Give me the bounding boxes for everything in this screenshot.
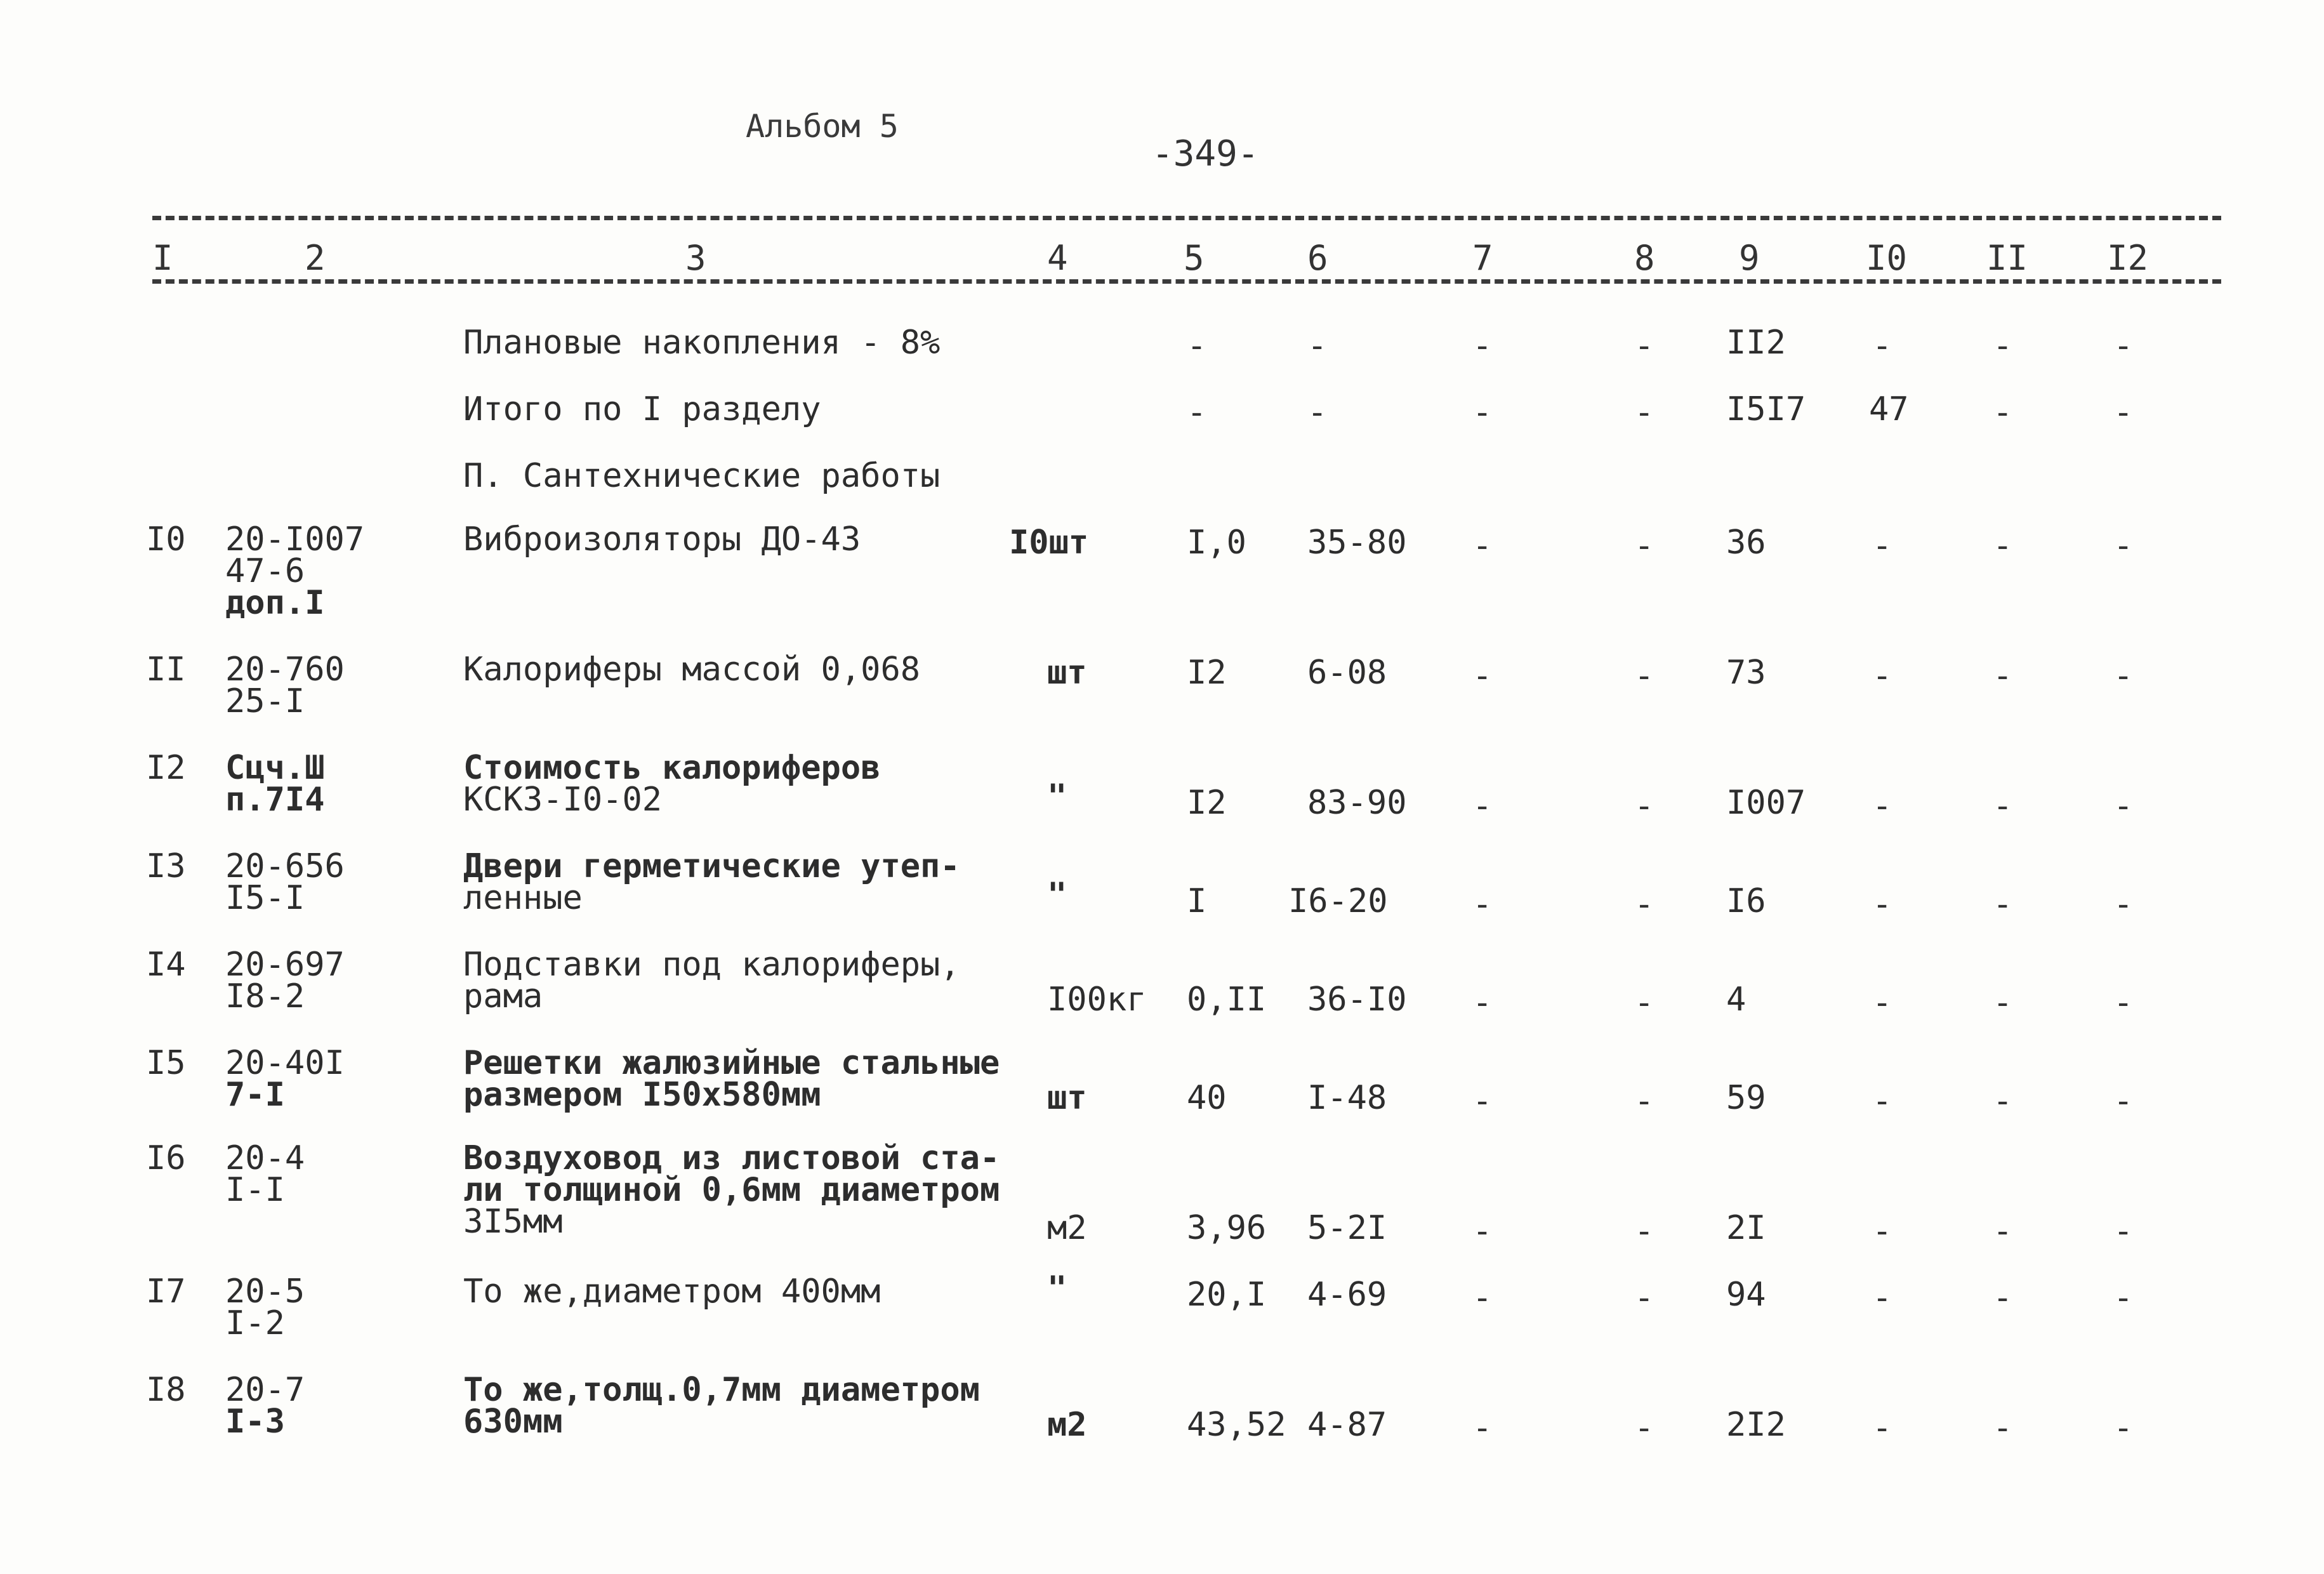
row-7-price: 36-I0: [1307, 981, 1407, 1019]
row-1-c10: 47: [1869, 390, 1909, 428]
row-9-unit: м2: [1047, 1209, 1087, 1247]
row-5-price: 83-90: [1307, 784, 1407, 822]
row-8-num: I5: [146, 1044, 186, 1082]
row-5-c8: -: [1634, 787, 1654, 825]
section-heading: П. Сантехнические работы: [463, 457, 941, 495]
row-0-c7: -: [1472, 327, 1493, 365]
row-7-c8: -: [1634, 984, 1654, 1022]
row-6-code-1: 20-656: [225, 847, 345, 885]
row-0-c12: -: [2113, 327, 2134, 365]
row-3-name: Виброизоляторы ДО-43: [463, 520, 861, 559]
row-10-price: 4-69: [1307, 1276, 1387, 1314]
row-6-name-2: ленные: [463, 879, 583, 917]
row-3-price: 35-80: [1307, 524, 1407, 562]
row-3-c12: -: [2113, 527, 2134, 565]
row-11-num: I8: [146, 1371, 186, 1409]
row-4-c7: -: [1472, 657, 1493, 695]
row-6-c10: -: [1872, 885, 1892, 923]
row-9-c8: -: [1634, 1212, 1654, 1250]
row-9-c10: -: [1872, 1212, 1892, 1250]
row-6-name-1: Двери герметические утеп-: [463, 847, 960, 885]
row-11-code-1: 20-7: [225, 1371, 305, 1409]
col-header-9: 9: [1739, 238, 1760, 278]
row-6-qty: I: [1187, 882, 1207, 920]
row-7-c10: -: [1872, 984, 1892, 1022]
row-0-c9: II2: [1726, 324, 1786, 362]
col-header-10: I0: [1866, 238, 1908, 278]
row-8-price: I-48: [1307, 1079, 1387, 1117]
row-10-unit: ": [1047, 1269, 1067, 1307]
col-header-5: 5: [1184, 238, 1205, 278]
row-10-c10: -: [1872, 1279, 1892, 1317]
row-7-num: I4: [146, 946, 186, 984]
row-10-c12: -: [2113, 1279, 2134, 1317]
row-3-qty: I,0: [1187, 524, 1246, 562]
row-11-c10: -: [1872, 1409, 1892, 1447]
col-header-8: 8: [1634, 238, 1655, 278]
row-4-code-1: 20-760: [225, 651, 345, 689]
row-7-c12: -: [2113, 984, 2134, 1022]
row-5-name-2: КСКЗ-I0-02: [463, 781, 663, 819]
row-10-c7: -: [1472, 1279, 1493, 1317]
row-7-code-1: 20-697: [225, 946, 345, 984]
row-7-name-2: рама: [463, 977, 543, 1015]
row-9-name-3: 3I5мм: [463, 1203, 563, 1241]
row-0-c8: -: [1634, 327, 1654, 365]
row-8-name-2: размером I50x580мм: [463, 1076, 821, 1114]
row-6-c7: -: [1472, 885, 1493, 923]
row-11-c11: -: [1993, 1409, 2013, 1447]
row-6-c9: I6: [1726, 882, 1766, 920]
row-11-c12: -: [2113, 1409, 2134, 1447]
row-1-c8: -: [1634, 394, 1654, 432]
row-6-price: I6-20: [1288, 882, 1388, 920]
row-3-c10: -: [1872, 527, 1892, 565]
row-4-qty: I2: [1187, 654, 1227, 692]
row-11-c8: -: [1634, 1409, 1654, 1447]
row-1-c12: -: [2113, 394, 2134, 432]
row-4-code-2: 25-I: [225, 682, 305, 720]
row-5-num: I2: [146, 749, 186, 787]
album-label: Альбом 5: [746, 108, 899, 145]
row-4-c8: -: [1634, 657, 1654, 695]
row-0-c6: -: [1307, 327, 1328, 365]
row-8-code-2: 7-I: [225, 1076, 285, 1114]
row-10-qty: 20,I: [1187, 1276, 1267, 1314]
row-10-num: I7: [146, 1273, 186, 1311]
col-header-3: 3: [685, 238, 706, 278]
row-10-code-2: I-2: [225, 1304, 285, 1342]
row-1-c6: -: [1307, 394, 1328, 432]
row-7-c9: 4: [1726, 981, 1746, 1019]
row-3-code-1: 20-I007: [225, 520, 365, 559]
row-7-c7: -: [1472, 984, 1493, 1022]
row-7-code-2: I8-2: [225, 977, 305, 1015]
row-9-code-1: 20-4: [225, 1139, 305, 1177]
row-5-code-2: п.7I4: [225, 781, 325, 819]
row-8-c12: -: [2113, 1082, 2134, 1120]
col-header-1: I: [152, 238, 173, 278]
row-0-name: Плановые накопления - 8%: [463, 324, 941, 362]
row-5-name-1: Стоимость калориферов: [463, 749, 881, 787]
page-number: -349-: [1152, 133, 1259, 175]
row-9-qty: 3,96: [1187, 1209, 1267, 1247]
row-4-name: Калориферы массой 0,068: [463, 651, 921, 689]
row-6-c11: -: [1993, 885, 2013, 923]
row-3-num: I0: [146, 520, 186, 559]
row-1-c9: I5I7: [1726, 390, 1806, 428]
row-11-unit: м2: [1047, 1406, 1087, 1444]
row-0-c10: -: [1872, 327, 1892, 365]
row-0-c5: -: [1187, 327, 1207, 365]
row-4-num: II: [146, 651, 186, 689]
col-header-6: 6: [1307, 238, 1328, 278]
row-11-price: 4-87: [1307, 1406, 1387, 1444]
row-10-name: То же,диаметром 400мм: [463, 1273, 881, 1311]
row-4-c12: -: [2113, 657, 2134, 695]
row-5-c12: -: [2113, 787, 2134, 825]
row-8-c7: -: [1472, 1082, 1493, 1120]
row-4-price: 6-08: [1307, 654, 1387, 692]
row-6-code-2: I5-I: [225, 879, 305, 917]
row-9-name-1: Воздуховод из листовой ста-: [463, 1139, 1000, 1177]
top-dashed-rule: [152, 216, 2221, 220]
row-1-c5: -: [1187, 394, 1207, 432]
row-11-name-2: 630мм: [463, 1403, 563, 1441]
row-1-name: Итого по I разделу: [463, 390, 821, 428]
row-5-qty: I2: [1187, 784, 1227, 822]
row-9-name-2: ли толщиной 0,6мм диаметром: [463, 1171, 1000, 1209]
row-5-c10: -: [1872, 787, 1892, 825]
col-header-4: 4: [1047, 238, 1068, 278]
row-3-c8: -: [1634, 527, 1654, 565]
row-1-c11: -: [1993, 394, 2013, 432]
row-5-c7: -: [1472, 787, 1493, 825]
row-5-c11: -: [1993, 787, 2013, 825]
row-5-c9: I007: [1726, 784, 1806, 822]
row-11-qty: 43,52: [1187, 1406, 1286, 1444]
row-8-unit: шт: [1047, 1079, 1087, 1117]
row-9-c11: -: [1993, 1212, 2013, 1250]
row-7-unit: I00кг: [1047, 981, 1147, 1019]
row-6-unit: ": [1047, 876, 1067, 914]
col-header-11: II: [1986, 238, 2028, 278]
row-8-c9: 59: [1726, 1079, 1766, 1117]
row-3-c7: -: [1472, 527, 1493, 565]
row-8-c10: -: [1872, 1082, 1892, 1120]
row-7-qty: 0,II: [1187, 981, 1267, 1019]
row-9-code-2: I-I: [225, 1171, 285, 1209]
row-6-num: I3: [146, 847, 186, 885]
row-11-code-2: I-3: [225, 1403, 285, 1441]
row-8-c8: -: [1634, 1082, 1654, 1120]
row-5-unit: ": [1047, 777, 1067, 816]
row-8-code-1: 20-40I: [225, 1044, 345, 1082]
row-3-c11: -: [1993, 527, 2013, 565]
row-9-num: I6: [146, 1139, 186, 1177]
row-10-c8: -: [1634, 1279, 1654, 1317]
row-8-c11: -: [1993, 1082, 2013, 1120]
row-3-c9: 36: [1726, 524, 1766, 562]
row-10-code-1: 20-5: [225, 1273, 305, 1311]
row-4-c10: -: [1872, 657, 1892, 695]
row-11-c9: 2I2: [1726, 1406, 1786, 1444]
row-7-name-1: Подставки под калориферы,: [463, 946, 960, 984]
row-9-c7: -: [1472, 1212, 1493, 1250]
row-9-price: 5-2I: [1307, 1209, 1387, 1247]
row-1-c7: -: [1472, 394, 1493, 432]
row-10-c11: -: [1993, 1279, 2013, 1317]
row-9-c9: 2I: [1726, 1209, 1766, 1247]
row-4-c9: 73: [1726, 654, 1766, 692]
row-3-code-3: доп.I: [225, 584, 325, 622]
row-8-name-1: Решетки жалюзийные стальные: [463, 1044, 1000, 1082]
header-dashed-rule: [152, 279, 2221, 284]
row-10-c9: 94: [1726, 1276, 1766, 1314]
col-header-7: 7: [1472, 238, 1493, 278]
row-11-name-1: То же,толщ.0,7мм диаметром: [463, 1371, 980, 1409]
row-3-code-2: 47-6: [225, 552, 305, 590]
row-11-c7: -: [1472, 1409, 1493, 1447]
row-6-c8: -: [1634, 885, 1654, 923]
row-3-unit: I0шт: [1009, 524, 1089, 562]
row-4-unit: шт: [1047, 654, 1087, 692]
row-5-code-1: Сцч.Ш: [225, 749, 325, 787]
row-4-c11: -: [1993, 657, 2013, 695]
row-9-c12: -: [2113, 1212, 2134, 1250]
col-header-2: 2: [305, 238, 326, 278]
row-0-c11: -: [1993, 327, 2013, 365]
col-header-12: I2: [2107, 238, 2149, 278]
row-7-c11: -: [1993, 984, 2013, 1022]
row-6-c12: -: [2113, 885, 2134, 923]
row-8-qty: 40: [1187, 1079, 1227, 1117]
